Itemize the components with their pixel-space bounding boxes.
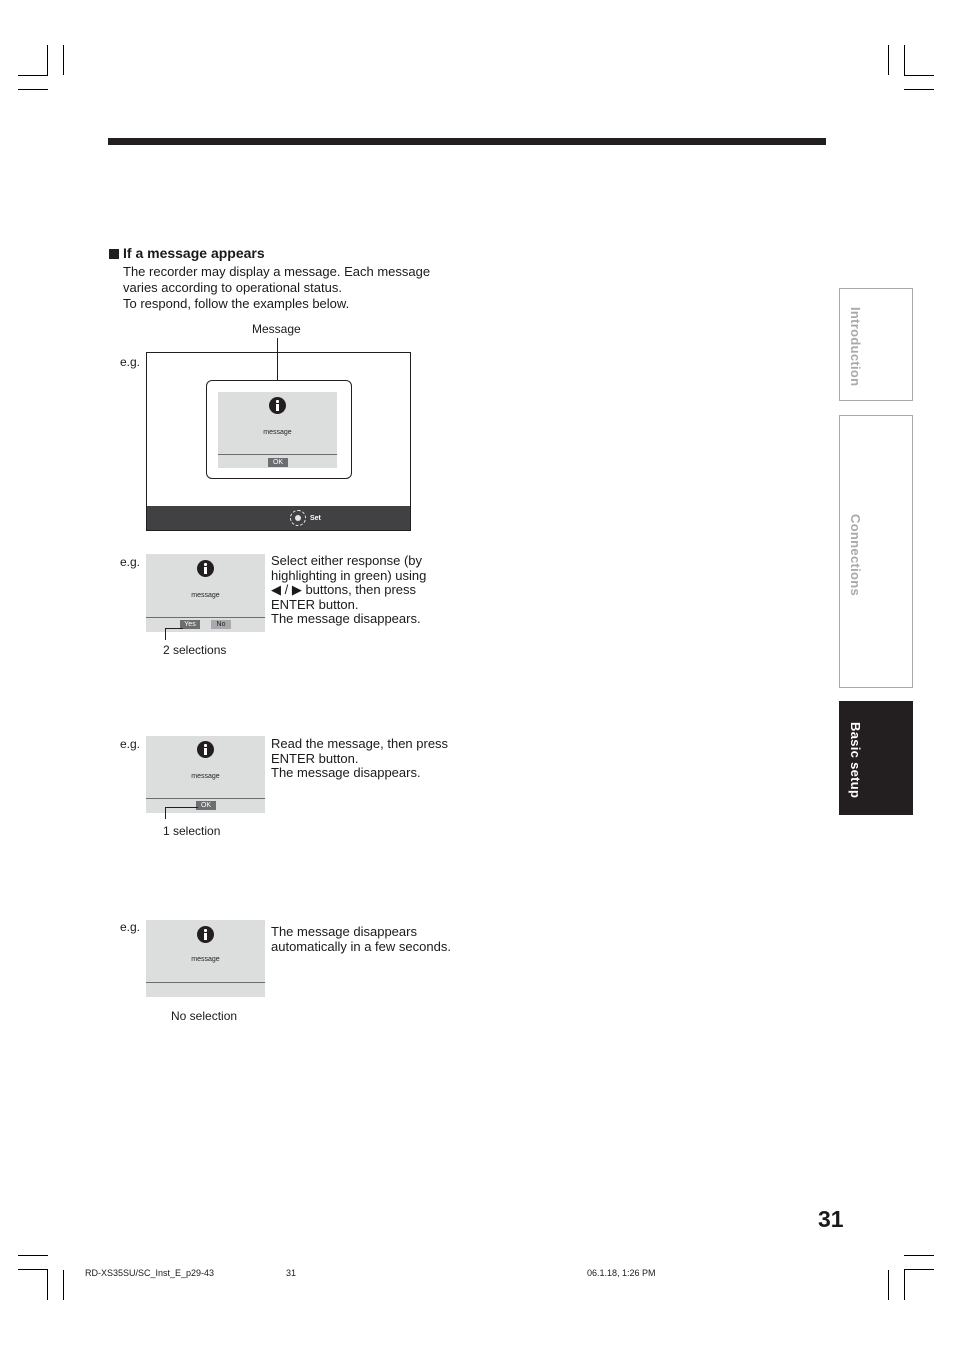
crop-mark [904,1270,905,1300]
square-bullet-icon [109,249,119,259]
message-box-no-selection [146,920,265,997]
crop-mark [63,45,64,75]
callout-line [277,338,278,380]
section-heading-text: If a message appears [123,245,265,261]
crop-mark [47,45,48,75]
eg-label: e.g. [120,555,141,569]
intro-paragraph [123,264,453,312]
tab-introduction[interactable] [839,288,913,401]
description-one-selection [271,737,448,781]
message-box-one-selection [146,736,265,813]
description-line: ENTER button. [271,750,359,766]
intro-line: varies according to operational status. [123,280,342,295]
crop-mark [904,45,905,75]
ok-button[interactable]: OK [268,458,288,467]
message-dialog [218,392,337,468]
info-icon [197,926,214,943]
description-line: The message disappears [271,924,417,939]
header-rule [108,138,826,145]
description-line: The message disappears. [271,765,421,780]
description-line: ENTER button. [271,596,359,612]
dialog-divider [218,454,337,455]
ok-button[interactable]: OK [196,801,216,810]
tab-label: Introduction [848,307,863,387]
crop-mark [888,1270,889,1300]
footer-timestamp: 06.1.18, 1:26 PM [587,1268,656,1278]
info-icon [269,397,286,414]
crop-mark [904,75,934,76]
crop-mark [904,1269,934,1270]
description-line: The message disappears. [271,611,421,626]
box-divider [146,798,265,799]
caption-leader [165,807,198,819]
crop-mark [18,1255,48,1256]
description-two-selections [271,554,426,627]
message-text: message [191,773,220,780]
description-line: Read the message, then press [271,736,449,751]
message-callout-label: Message [252,322,301,336]
eg-label: e.g. [120,737,141,751]
crop-mark [18,89,48,90]
message-text: message [191,592,220,599]
box-divider [146,617,265,618]
set-hint [290,510,321,526]
description-line: Select either response (by [271,553,423,568]
set-label: Set [310,514,321,522]
crop-mark [18,75,48,76]
eg-label: e.g. [120,355,141,369]
info-icon [197,560,214,577]
tab-basic-setup[interactable] [839,701,913,815]
yes-button[interactable]: Yes [180,620,200,629]
page-number: 31 [818,1206,844,1232]
crop-mark [47,1270,48,1300]
section-heading [109,245,265,261]
footer-page: 31 [286,1268,297,1278]
message-box-two-selections [146,554,265,632]
tab-label: Basic setup [848,722,863,799]
box-divider [146,982,265,983]
footer-file: RD-XS35SU/SC_Inst_E_p29-43 [85,1268,215,1278]
intro-line: The recorder may display a message. Each message [123,264,431,279]
screen-footer-bar [147,506,410,530]
caption-one-selection: 1 selection [163,824,221,838]
caption-no-selection: No selection [171,1009,238,1023]
crop-mark [904,89,934,90]
description-no-selection [271,925,451,954]
enter-dial-icon [290,510,306,526]
description-line: ◀ / ▶ buttons, then press [271,582,417,597]
description-line: highlighting in green) using [271,567,427,583]
crop-mark [18,1269,48,1270]
no-button[interactable]: No [211,620,231,629]
crop-mark [888,45,889,75]
tab-connections[interactable] [839,415,913,688]
info-icon [197,741,214,758]
message-text: message [263,429,292,436]
message-text: message [191,956,220,963]
description-line: automatically in a few seconds. [271,938,451,954]
eg-label: e.g. [120,920,141,934]
intro-line: To respond, follow the examples below. [123,296,350,311]
tab-label: Connections [848,514,863,597]
crop-mark [63,1270,64,1300]
caption-leader [165,628,183,640]
caption-two-selections: 2 selections [163,643,227,657]
crop-mark [904,1255,934,1256]
